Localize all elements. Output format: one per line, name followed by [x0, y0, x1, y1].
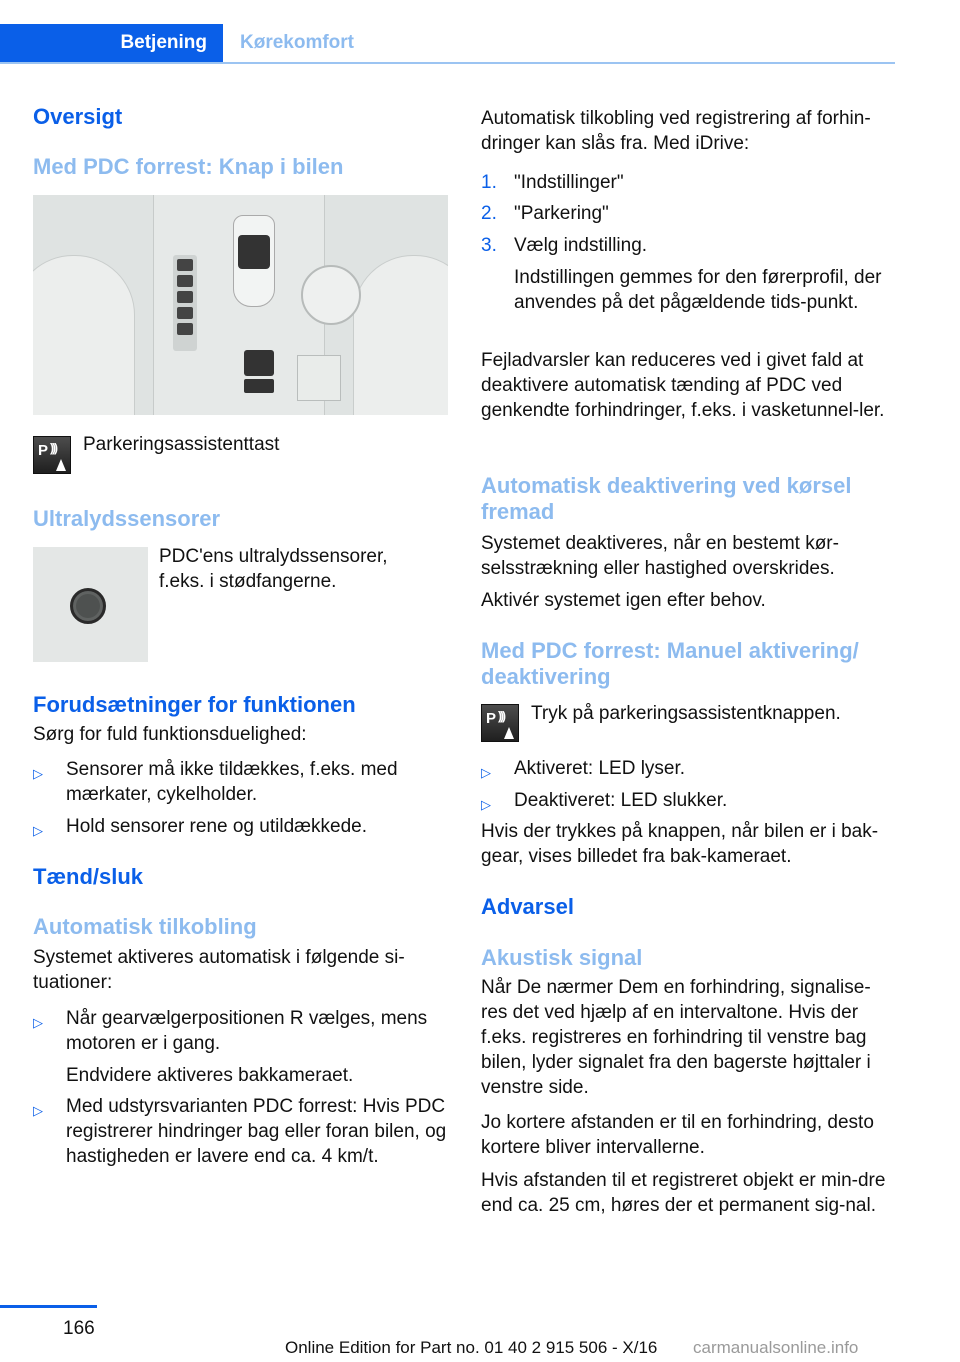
- tab-betjening[interactable]: Betjening: [0, 24, 223, 62]
- false-warnings-text: Fejladvarsler kan reduceres ved i givet fald at deaktivere automatisk tænding af PDC ved genkendte forhindringer, f.eks. i vasketunnel-ler.: [481, 350, 885, 421]
- edition-text: Online Edition for Part no. 01 40 2 915 506 - X/16: [285, 1338, 658, 1357]
- heading-oversigt: Oversigt: [33, 104, 123, 129]
- button-strip: [173, 255, 197, 351]
- reactivate-text: Aktivér systemet igen efter behov.: [481, 590, 766, 611]
- heading-automatisk-tilkobling: Automatisk tilkobling: [33, 914, 257, 939]
- parking-assist-icon: P ))): [33, 436, 71, 474]
- heading-ultralydssensorer: Ultralydssensorer: [33, 506, 221, 531]
- right-seat: [353, 255, 448, 415]
- heading-advarsel: Advarsel: [481, 894, 574, 919]
- storage-tray: [297, 355, 341, 401]
- led-bullet: ▷ Deaktiveret: LED slukker.: [481, 788, 924, 813]
- chapter-tabs: [0, 24, 895, 64]
- heading-auto-deactivation: Automatisk deaktivering ved kørsel fremad: [481, 473, 852, 524]
- manual-text: Tryk på parkeringsassistentknappen.: [531, 703, 841, 724]
- step-item: 3. Vælg indstilling.: [481, 235, 648, 256]
- triangle-bullet-icon: ▷: [33, 1103, 43, 1118]
- triangle-bullet-icon: ▷: [481, 765, 491, 780]
- sensors-text: PDC'ens ultralydssensorer, f.eks. i stødfangerne.: [159, 546, 388, 592]
- step-item: 2. "Parkering": [481, 203, 609, 224]
- heading-manual-activation: Med PDC forrest: Manuel aktivering/ deaktivering: [481, 638, 859, 689]
- gear-selector-display: [238, 235, 270, 269]
- ultrasonic-sensor-image: [33, 547, 148, 662]
- auto-hold-button: [244, 379, 274, 393]
- footer-rule: [0, 1305, 97, 1308]
- prereq-bullet: ▷ Sensorer må ikke tildækkes, f.eks. med mærkater, cykelholder.: [33, 759, 398, 805]
- heading-knap-i-bilen: Med PDC forrest: Knap i bilen: [33, 154, 344, 179]
- heading-akustisk-signal: Akustisk signal: [481, 945, 643, 970]
- auto-off-intro: Automatisk tilkobling ved registrering af forhin-dringer kan slås fra. Med iDrive:: [481, 108, 871, 154]
- left-seat: [33, 255, 135, 415]
- parking-assist-icon: P ))): [481, 704, 519, 742]
- step3-note: Indstillingen gemmes for den førerprofil, der anvendes på det pågældende tids-punkt.: [514, 267, 882, 313]
- heading-forudsaetninger: Forudsætninger for funktionen: [33, 692, 356, 717]
- idrive-controller: [301, 265, 361, 325]
- heading-taend-sluk: Tænd/sluk: [33, 864, 144, 889]
- center-console-photo: [33, 195, 448, 415]
- prereq-bullet: ▷ Hold sensorer rene og utildækkede.: [33, 814, 446, 839]
- auto-intro: Systemet aktiveres automatisk i følgende si-tuationer:: [33, 947, 405, 993]
- watermark: carmanualsonline.info: [693, 1338, 859, 1357]
- step-item: 1. "Indstillinger": [481, 172, 624, 193]
- triangle-bullet-icon: ▷: [481, 797, 491, 812]
- triangle-bullet-icon: ▷: [33, 1015, 43, 1030]
- image-caption: Parkeringsassistenttast: [83, 434, 280, 455]
- auto-deact-text: Systemet deaktiveres, når en bestemt kør-selsstrækning eller hastighed overskrides.: [481, 533, 839, 579]
- shorter-interval-text: Jo kortere afstanden er til en forhindring, desto kortere bliver intervallerne.: [481, 1112, 874, 1158]
- auto-bullet: ▷ Med udstyrsvarianten PDC forrest: Hvis PDC registrerer hindringer bag eller foran bilen, og hastigheden er lavere end ca. 4 km/t.: [33, 1096, 447, 1167]
- led-bullet: ▷ Aktiveret: LED lyser.: [481, 756, 924, 781]
- reverse-text: Hvis der trykkes på knappen, når bilen er i bak-gear, vises billedet fra bak-kameraet.: [481, 821, 879, 867]
- triangle-bullet-icon: ▷: [33, 766, 43, 781]
- page-number: 166: [63, 1318, 95, 1339]
- triangle-bullet-icon: ▷: [33, 823, 43, 838]
- sensor-icon: [70, 588, 106, 624]
- auto-bullet-note: Endvidere aktiveres bakkameraet.: [66, 1065, 354, 1086]
- acoustic-text: Når De nærmer Dem en forhindring, signalise-res det ved hjælp af en intervaltone. Hvis der f.eks. registreres en forhindring til venstre bag bilen, lyder signalet fra den bagerste højttaler i venstre side.: [481, 977, 871, 1098]
- prereq-intro: Sørg for fuld funktionsduelighed:: [33, 724, 307, 745]
- auto-bullet: ▷ Når gearvælgerpositionen R vælges, mens motoren er i gang.: [33, 1008, 428, 1054]
- permanent-signal-text: Hvis afstanden til et registreret objekt er min-dre end ca. 25 cm, høres der et permanent sig-nal.: [481, 1170, 886, 1216]
- tab-korekomfort[interactable]: Kørekomfort: [240, 32, 355, 53]
- parking-brake-button: [244, 350, 274, 376]
